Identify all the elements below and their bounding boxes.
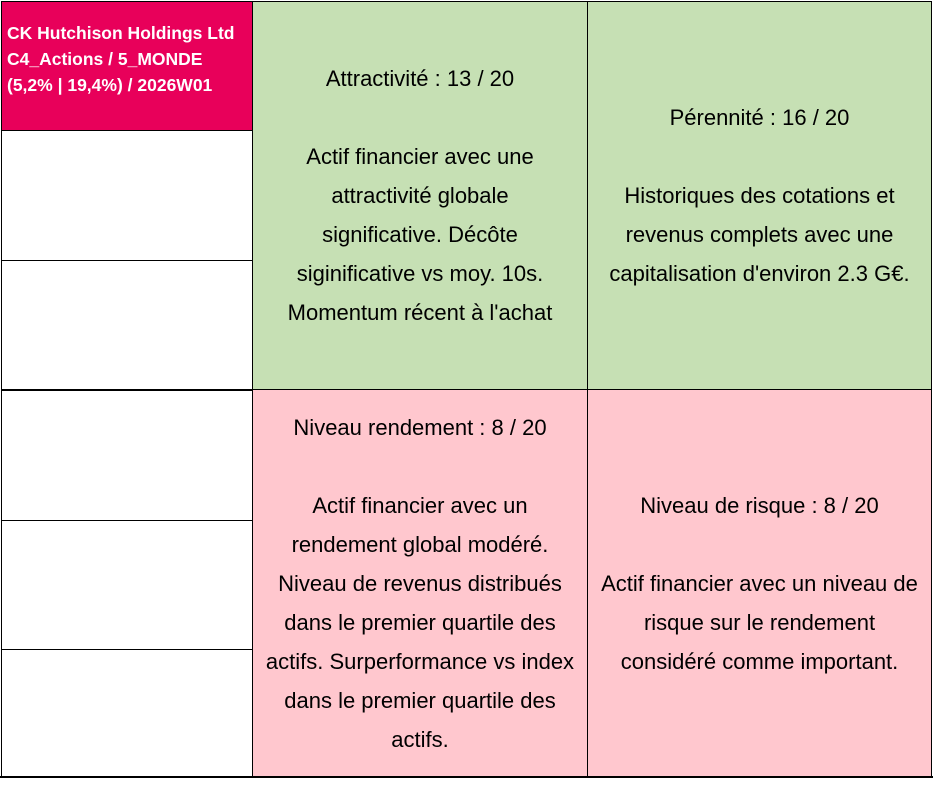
bottom-border bbox=[0, 776, 933, 778]
blank-cell bbox=[1, 130, 253, 261]
attractivite-title: Attractivité : 13 / 20 bbox=[325, 66, 515, 91]
perennite-card bbox=[587, 1, 932, 390]
blank-cell bbox=[1, 260, 253, 390]
perennite-title: Pérennité : 16 / 20 bbox=[669, 105, 850, 130]
risque-card bbox=[587, 389, 932, 778]
rendement-text-line: Actif financier avec un bbox=[312, 493, 528, 518]
risque-text-line: risque sur le rendement bbox=[643, 610, 876, 635]
risque-text-line: considéré comme important. bbox=[620, 649, 899, 674]
attractivite-text-line: siginificative vs moy. 10s. bbox=[296, 261, 544, 286]
asset-name: CK Hutchison Holdings Ltd bbox=[7, 23, 235, 43]
blank-cell bbox=[1, 520, 253, 650]
attractivite-text-line: Actif financier avec une bbox=[306, 144, 534, 169]
rendement-text-line: Niveau de revenus distribués bbox=[278, 571, 562, 596]
attractivite-text-line: significative. Décôte bbox=[322, 222, 518, 247]
blank-cell bbox=[1, 390, 253, 521]
rendement-text-line: actifs. Surperformance vs index bbox=[265, 649, 575, 674]
asset-category: C4_Actions / 5_MONDE bbox=[7, 49, 203, 69]
attractivite-text-line: Momentum récent à l'achat bbox=[287, 300, 553, 325]
rendement-text-line: actifs. bbox=[391, 727, 449, 752]
asset-period: (5,2% | 19,4%) / 2026W01 bbox=[7, 75, 213, 95]
rendement-text-line: rendement global modéré. bbox=[291, 532, 549, 557]
rendement-text-line: dans le premier quartile des bbox=[284, 688, 556, 713]
attractivite-card bbox=[252, 1, 588, 390]
perennite-text-line: Historiques des cotations et bbox=[624, 183, 895, 208]
rendement-card bbox=[252, 389, 588, 778]
rendement-text-line: dans le premier quartile des bbox=[284, 610, 556, 635]
blank-cell bbox=[1, 649, 253, 778]
perennite-text-line: revenus complets avec une bbox=[625, 222, 894, 247]
asset-header bbox=[1, 1, 253, 131]
risque-text-line: Actif financier avec un niveau de bbox=[601, 571, 918, 596]
perennite-text-line: capitalisation d'environ 2.3 G€. bbox=[609, 261, 910, 286]
attractivite-text-line: attractivité globale bbox=[331, 183, 509, 208]
rendement-title: Niveau rendement : 8 / 20 bbox=[293, 415, 547, 440]
risque-title: Niveau de risque : 8 / 20 bbox=[640, 493, 879, 518]
